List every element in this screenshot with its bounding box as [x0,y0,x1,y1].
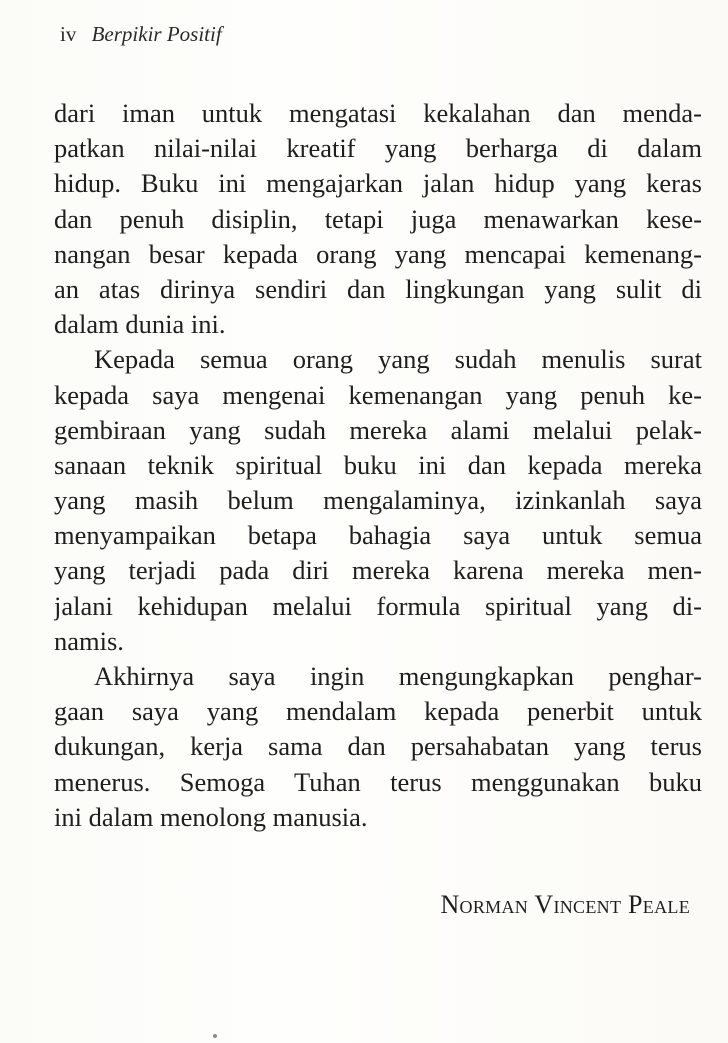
text-line: dukungan, kerja sama dan persahabatan yang terus [54,731,702,762]
text-line: nangan besar kepada orang yang mencapai kemenang- [54,238,702,269]
text-line: gaan saya yang mendalam kepada penerbit untuk [54,696,702,727]
book-title: Berpikir Positif [91,22,222,46]
text-line: dalam dunia ini. [54,309,226,340]
running-head [60,22,222,47]
paragraph-first-line: Kepada semua orang yang sudah menulis surat [94,344,702,375]
text-line: menyampaikan betapa bahagia saya untuk semua [54,520,702,551]
text-line: namis. [54,625,124,656]
text-line: kepada saya mengenai kemenangan yang penuh ke- [54,379,702,410]
text-line: an atas dirinya sendiri dan lingkungan yang sulit di [54,273,702,304]
text-line: yang terjadi pada diri mereka karena mereka men- [54,555,702,586]
text-line: menerus. Semoga Tuhan terus menggunakan buku [54,766,702,797]
text-line: dan penuh disiplin, tetapi juga menawarkan kese- [54,203,702,234]
paragraph-first-line: Akhirnya saya ingin mengungkapkan penghar- [94,661,702,691]
text-line: yang masih belum mengalaminya, izinkanlah saya [54,485,702,516]
text-line: gembiraan yang sudah mereka alami melalui pelak- [54,414,702,445]
body-text [54,96,702,835]
author-signature: Norman Vincent Peale [440,890,690,919]
text-line: patkan nilai-nilai kreatif yang berharga di dalam [54,133,702,164]
text-line: sanaan teknik spiritual buku ini dan kepada mereka [54,449,702,480]
text-line: hidup. Buku ini mengajarkan jalan hidup yang keras [54,168,702,199]
text-line: dari iman untuk mengatasi kekalahan dan menda- [54,98,702,128]
paper-speck [213,1034,217,1038]
text-line: jalani kehidupan melalui formula spiritual yang di- [54,590,702,621]
text-line: ini dalam menolong manusia. [54,801,368,832]
page-number: iv [60,22,77,46]
